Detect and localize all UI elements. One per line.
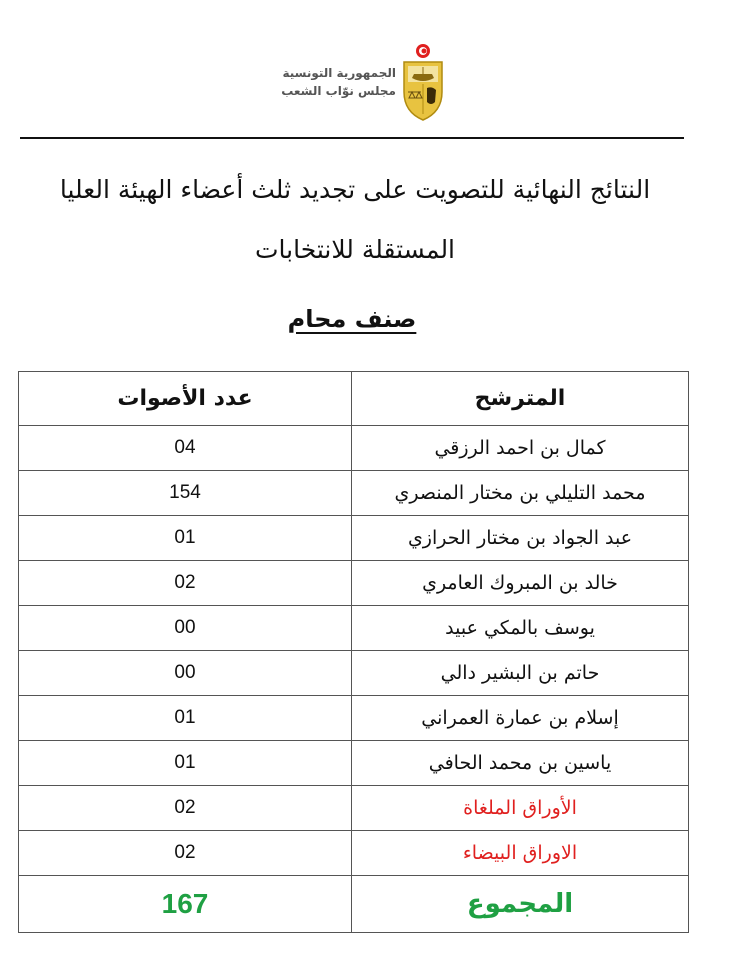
coat-of-arms-icon: [398, 42, 448, 122]
cancelled-ballots-row: [19, 786, 689, 831]
candidate-name: عبد الجواد بن مختار الحرازي: [352, 516, 689, 561]
blank-ballots-label: الاوراق البيضاء: [352, 831, 689, 876]
total-label: المجموع: [352, 876, 689, 933]
table-row: [19, 471, 689, 516]
candidate-name: إسلام بن عمارة العمراني: [352, 696, 689, 741]
vote-count: 00: [19, 651, 352, 696]
title-line-2: المستقلة للانتخابات: [254, 235, 456, 264]
total-row: [19, 876, 689, 933]
candidate-name: ياسين بن محمد الحافي: [352, 741, 689, 786]
vote-count: 01: [19, 516, 352, 561]
republic-name: الجمهورية التونسية: [282, 66, 396, 80]
table-row: [19, 651, 689, 696]
vote-count: 01: [19, 741, 352, 786]
table-row: [19, 741, 689, 786]
results-table: [18, 371, 689, 933]
category-heading: [0, 305, 704, 333]
header-candidate: المترشح: [352, 372, 689, 426]
cancelled-ballots-count: 02: [19, 786, 352, 831]
candidate-name: يوسف بالمكي عبيد: [352, 606, 689, 651]
vote-count: 04: [19, 426, 352, 471]
header-votes: عدد الأصوات: [19, 372, 352, 426]
header-divider: [20, 137, 684, 139]
table-header-row: [19, 372, 689, 426]
assembly-name: مجلس نوّاب الشعب: [281, 84, 396, 98]
candidate-name: حاتم بن البشير دالي: [352, 651, 689, 696]
category-label: صنف محام: [287, 305, 417, 333]
vote-count: 02: [19, 561, 352, 606]
table-row: [19, 426, 689, 471]
title-line-1: النتائج النهائية للتصويت على تجديد ثلث أعضاء الهيئة العليا: [59, 175, 651, 204]
letterhead-text: [281, 64, 396, 100]
vote-count: 01: [19, 696, 352, 741]
vote-count: 154: [19, 471, 352, 516]
candidate-name: خالد بن المبروك العامري: [352, 561, 689, 606]
table-row: [19, 606, 689, 651]
document-title: [20, 160, 690, 280]
letterhead: [268, 42, 448, 122]
total-count: 167: [19, 876, 352, 933]
candidate-name: كمال بن احمد الرزقي: [352, 426, 689, 471]
table-row: [19, 696, 689, 741]
table-row: [19, 561, 689, 606]
table-row: [19, 516, 689, 561]
cancelled-ballots-label: الأوراق الملغاة: [352, 786, 689, 831]
blank-ballots-count: 02: [19, 831, 352, 876]
vote-count: 00: [19, 606, 352, 651]
blank-ballots-row: [19, 831, 689, 876]
candidate-name: محمد التليلي بن مختار المنصري: [352, 471, 689, 516]
